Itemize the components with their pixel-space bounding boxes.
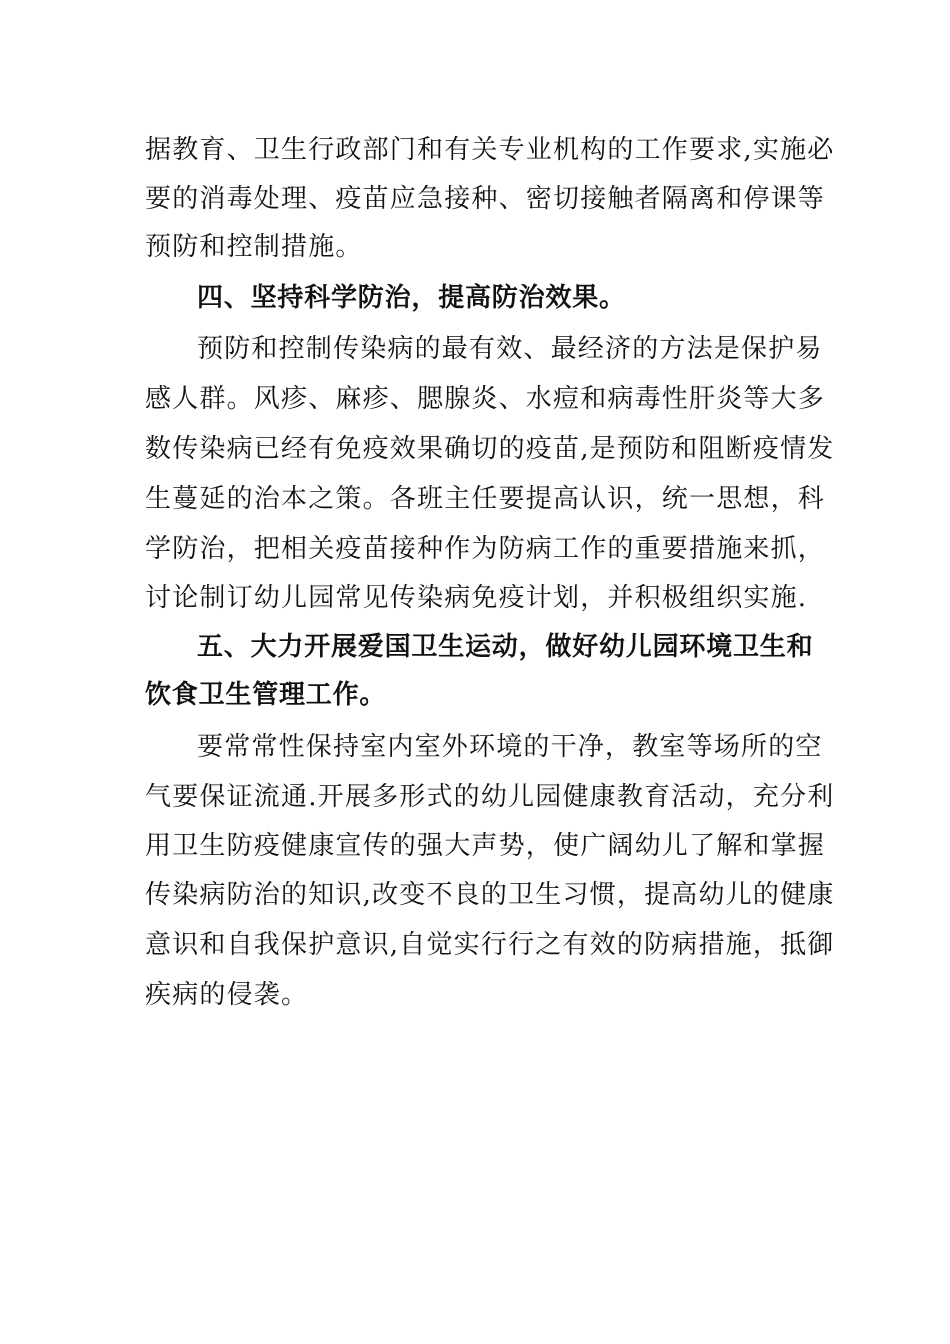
body-text-line: 意识和自我保护意识,自觉实行行之有效的防病措施，抵御 xyxy=(145,930,835,960)
body-text-line: 据教育、卫生行政部门和有关专业机构的工作要求,实施必 xyxy=(145,135,835,165)
body-text-line: 要的消毒处理、疫苗应急接种、密切接触者隔离和停课等 xyxy=(145,184,826,214)
body-text-line: 预防和控制传染病的最有效、最经济的方法是保护易 xyxy=(197,334,823,364)
section-heading-5: 五、大力开展爱国卫生运动，做好幼儿园环境卫生和 xyxy=(197,632,814,662)
body-text-line: 要常常性保持室内室外环境的干净，教室等场所的空 xyxy=(197,732,823,762)
body-text-line: 传染病防治的知识,改变不良的卫生习惯，提高幼儿的健康 xyxy=(145,880,835,910)
body-text-line: 用卫生防疫健康宣传的强大声势，使广阔幼儿了解和掌握 xyxy=(145,831,826,861)
body-text-line: 感人群。风疹、麻疹、腮腺炎、水痘和病毒性肝炎等大多 xyxy=(145,384,826,414)
section-heading-4: 四、坚持科学防治，提高防治效果。 xyxy=(197,283,626,313)
section-heading-5-continued: 饮食卫生管理工作。 xyxy=(145,680,387,710)
body-text-line: 数传染病已经有免疫效果确切的疫苗,是预防和阻断疫情发 xyxy=(145,434,835,464)
body-text-line: 预防和控制措施。 xyxy=(145,232,363,262)
body-text-line: 讨论制订幼儿园常见传染病免疫计划，并积极组织实施. xyxy=(145,583,808,613)
body-text-line: 气要保证流通.开展多形式的幼儿园健康教育活动，充分利 xyxy=(145,782,835,812)
body-text-line: 学防治，把相关疫苗接种作为防病工作的重要措施来抓， xyxy=(145,534,826,564)
body-text-line: 疾病的侵袭。 xyxy=(145,980,309,1010)
body-text-line: 生蔓延的治本之策。各班主任要提高认识，统一思想，科 xyxy=(145,484,826,514)
